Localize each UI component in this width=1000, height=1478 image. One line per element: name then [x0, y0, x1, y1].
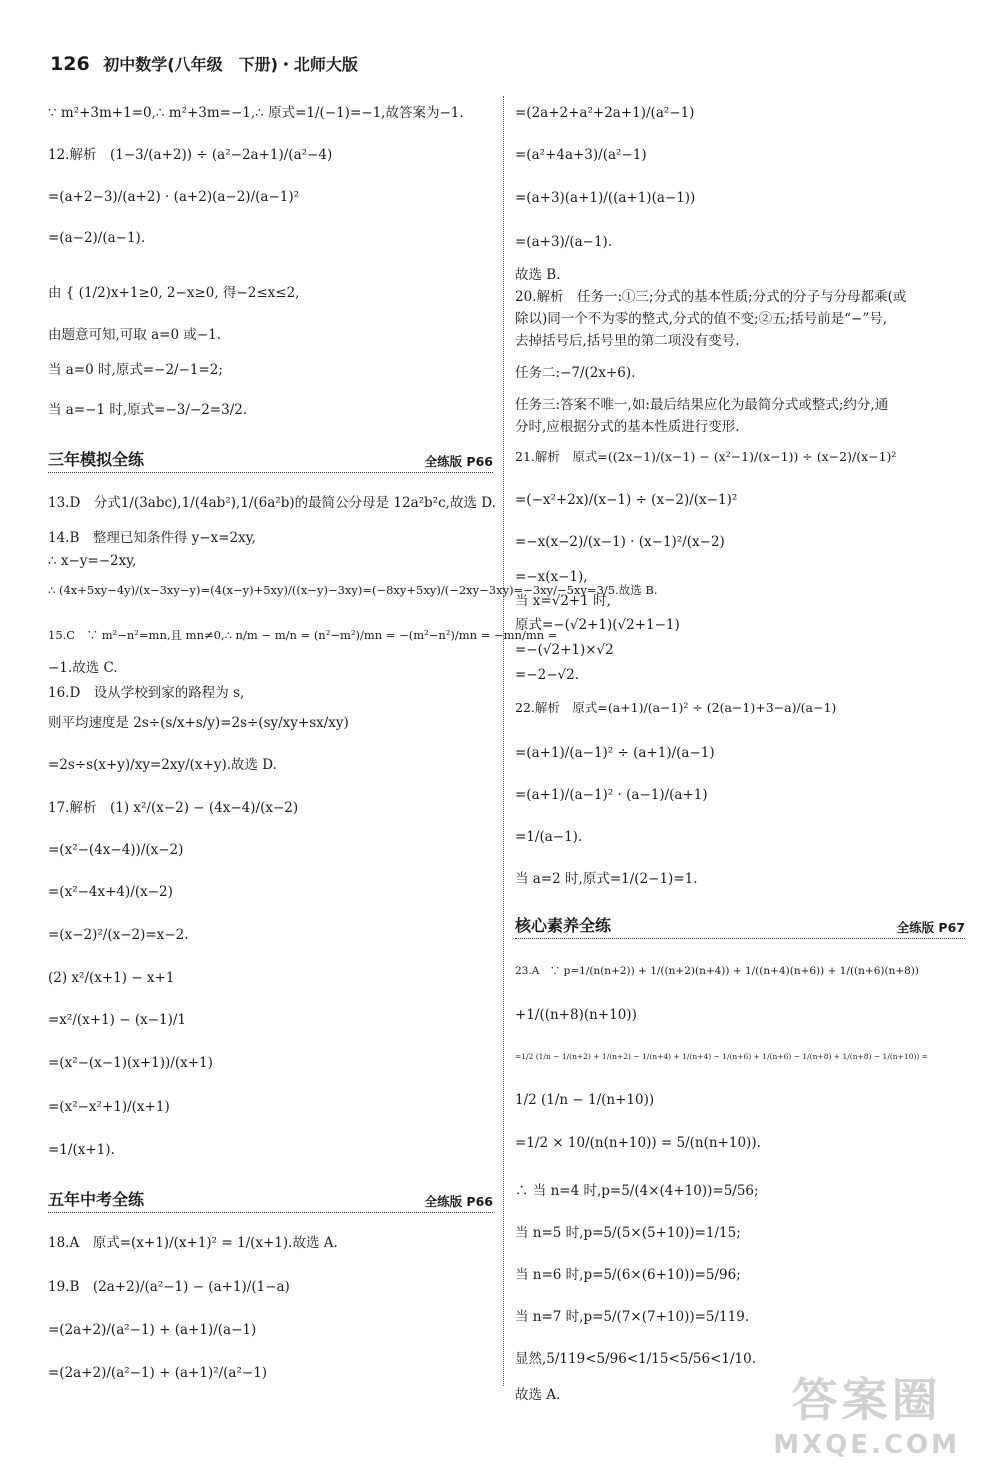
- page-number: 126: [50, 53, 90, 75]
- answer-line: 故选 B.: [515, 267, 561, 283]
- answer-line: (2) x²/(x+1) − x+1: [48, 970, 175, 986]
- answer-line: =(2a+2+a²+2a+1)/(a²−1): [515, 105, 695, 121]
- answer-line: 当 n=7 时,p=5/(7×(7+10))=5/119.: [515, 1309, 750, 1325]
- answer-line: =(a²+4a+3)/(a²−1): [515, 147, 647, 163]
- answer-line: =1/2 × 10/(n(n+10)) = 5/(n(n+10)).: [515, 1135, 761, 1151]
- answer-line: =(x²−x²+1)/(x+1): [48, 1099, 170, 1115]
- answer-line: =1/(x+1).: [48, 1142, 115, 1158]
- answer-line: 15.C ∵ m²−n²=mn,且 mn≠0,∴ n/m − m/n = (n²−m²)/mn = −(m²−n²)/mn = −mn/mn =: [48, 628, 558, 642]
- answer-line: 1/2 (1/n − 1/(n+10)): [515, 1092, 655, 1108]
- answer-line: 20.解析 任务一:①三;分式的基本性质;分式的分子与分母都乘(或: [515, 289, 907, 305]
- answer-line: 由 { (1/2)x+1≥0, 2−x≥0, 得−2≤x≤2,: [48, 285, 300, 301]
- section-header-core-literacy: [515, 912, 965, 939]
- answer-line: 12.解析 (1−3/(a+2)) ÷ (a²−2a+1)/(a²−4): [48, 147, 333, 163]
- answer-line: =(a+3)/(a−1).: [515, 234, 613, 250]
- answer-line: 当 x=√2+1 时,: [515, 593, 611, 609]
- section-ref: 全练版 P66: [421, 1192, 493, 1210]
- answer-line: =(a+1)/(a−1)² · (a−1)/(a+1): [515, 787, 708, 803]
- answer-line: =x²/(x+1) − (x−1)/1: [48, 1012, 187, 1028]
- section-ref: 全练版 P67: [893, 918, 965, 936]
- answer-line: 除以)同一个不为零的整式,分式的值不变;②五;括号前是“−”号,: [515, 311, 888, 327]
- answer-line: =−x(x−1),: [515, 569, 588, 585]
- answer-line: =(a+3)(a+1)/((a+1)(a−1)): [515, 190, 696, 206]
- answer-line: =1/2 (1/n − 1/(n+2) + 1/(n+2) − 1/(n+4) + 1/(n+4) − 1/(n+6) + 1/(n+6) − 1/(n+8) + 1/(n+8) − 1/(n+10)) =: [515, 1052, 928, 1061]
- answer-line: 14.B 整理已知条件得 y−x=2xy,: [48, 530, 256, 546]
- section-title: 核心素养全练: [515, 913, 615, 936]
- answer-line: =2s÷s(x+y)/xy=2xy/(x+y).故选 D.: [48, 757, 277, 773]
- answer-line: 当 n=5 时,p=5/(5×(5+10))=1/15;: [515, 1225, 741, 1241]
- answer-line: =(2a+2)/(a²−1) + (a+1)²/(a²−1): [48, 1365, 268, 1381]
- column-divider: [503, 96, 504, 1386]
- section-ref: 全练版 P66: [421, 452, 493, 470]
- answer-line: 故选 A.: [515, 1387, 561, 1403]
- answer-line: 16.D 设从学校到家的路程为 s,: [48, 685, 245, 701]
- answer-line: −1.故选 C.: [48, 660, 118, 676]
- answer-line: 22.解析 原式=(a+1)/(a−1)² ÷ (2(a−1)+3−a)/(a−1): [515, 700, 837, 715]
- answer-line: 原式=−(√2+1)(√2+1−1): [515, 617, 680, 633]
- answer-line: 23.A ∵ p=1/(n(n+2)) + 1/((n+2)(n+4)) + 1/((n+4)(n+6)) + 1/((n+6)(n+8)): [515, 965, 919, 977]
- answer-line: 13.D 分式1/(3abc),1/(4ab²),1/(6a²b)的最简公分母是 12a²b²c,故选 D.: [48, 495, 496, 511]
- answer-line: 18.A 原式=(x+1)/(x+1)² = 1/(x+1).故选 A.: [48, 1235, 338, 1251]
- answer-line: =(a+2−3)/(a+2) · (a+2)(a−2)/(a−1)²: [48, 189, 300, 205]
- answer-line: =(x−2)²/(x−2)=x−2.: [48, 927, 189, 943]
- book-title: 初中数学(八年级 下册)・北师大版: [103, 55, 358, 74]
- answer-line: 当 a=2 时,原式=1/(2−1)=1.: [515, 871, 698, 887]
- answer-line: =(a−2)/(a−1).: [48, 230, 146, 246]
- watermark-text: 答案圈: [791, 1373, 942, 1427]
- answer-line: =(2a+2)/(a²−1) + (a+1)/(a−1): [48, 1322, 257, 1338]
- answer-line: 分时,应根据分式的基本性质进行变形.: [515, 419, 740, 435]
- answer-line: =−(√2+1)×√2: [515, 642, 614, 658]
- answer-line: ∴ (4x+5xy−4y)/(x−3xy−y)=(4(x−y)+5xy)/((x−y)−3xy)=(−8xy+5xy)/(−2xy−3xy)=−3xy/−5xy=3/5.故选 B.: [48, 583, 658, 597]
- answer-line: =−x(x−2)/(x−1) · (x−1)²/(x−2): [515, 534, 725, 550]
- answer-line: 当 n=6 时,p=5/(6×(6+10))=5/96;: [515, 1267, 741, 1283]
- answer-line: 显然,5/119<5/96<1/15<5/56<1/10.: [515, 1351, 756, 1367]
- answer-line: =(x²−(4x−4))/(x−2): [48, 842, 184, 858]
- section-header-past-exams: [48, 1186, 493, 1213]
- answer-line: 当 a=−1 时,原式=−3/−2=3/2.: [48, 402, 248, 418]
- answer-line: =(x²−4x+4)/(x−2): [48, 884, 173, 900]
- answer-line: ∴ x−y=−2xy,: [48, 553, 137, 569]
- answer-line: =(−x²+2x)/(x−1) ÷ (x−2)/(x−1)²: [515, 492, 738, 508]
- answer-line: ∴ 当 n=4 时,p=5/(4×(4+10))=5/56;: [515, 1183, 759, 1199]
- answer-line: =(a+1)/(a−1)² ÷ (a+1)/(a−1): [515, 745, 715, 761]
- page-header: [50, 52, 358, 75]
- answer-line: 任务三:答案不唯一,如:最后结果应化为最简分式或整式;约分,通: [515, 397, 889, 413]
- answer-line: =−2−√2.: [515, 667, 580, 683]
- watermark-url: MXQE.COM: [773, 1430, 960, 1460]
- answer-line: 19.B (2a+2)/(a²−1) − (a+1)/(1−a): [48, 1279, 290, 1295]
- answer-line: 当 a=0 时,原式=−2/−1=2;: [48, 362, 223, 378]
- section-title: 五年中考全练: [48, 1187, 148, 1210]
- answer-line: =(x²−(x−1)(x+1))/(x+1): [48, 1055, 213, 1071]
- answer-line: 由题意可知,可取 a=0 或−1.: [48, 327, 222, 343]
- section-header-mock-exam: [48, 446, 493, 473]
- answer-line: +1/((n+8)(n+10)): [515, 1007, 637, 1023]
- answer-line: ∵ m²+3m+1=0,∴ m²+3m=−1,∴ 原式=1/(−1)=−1,故答案为−1.: [48, 105, 464, 121]
- section-title: 三年模拟全练: [48, 447, 148, 470]
- answer-line: 去掉括号后,括号里的第二项没有变号.: [515, 333, 740, 349]
- answer-line: 17.解析 (1) x²/(x−2) − (4x−4)/(x−2): [48, 800, 299, 816]
- answer-line: 则平均速度是 2s÷(s/x+s/y)=2s÷(sy/xy+sx/xy): [48, 715, 349, 731]
- answer-line: 21.解析 原式=((2x−1)/(x−1) − (x²−1)/(x−1)) ÷ (x−2)/(x−1)²: [515, 449, 897, 464]
- answer-line: =1/(a−1).: [515, 829, 583, 845]
- answer-line: 任务二:−7/(2x+6).: [515, 365, 636, 381]
- watermark-logo: [773, 1364, 960, 1460]
